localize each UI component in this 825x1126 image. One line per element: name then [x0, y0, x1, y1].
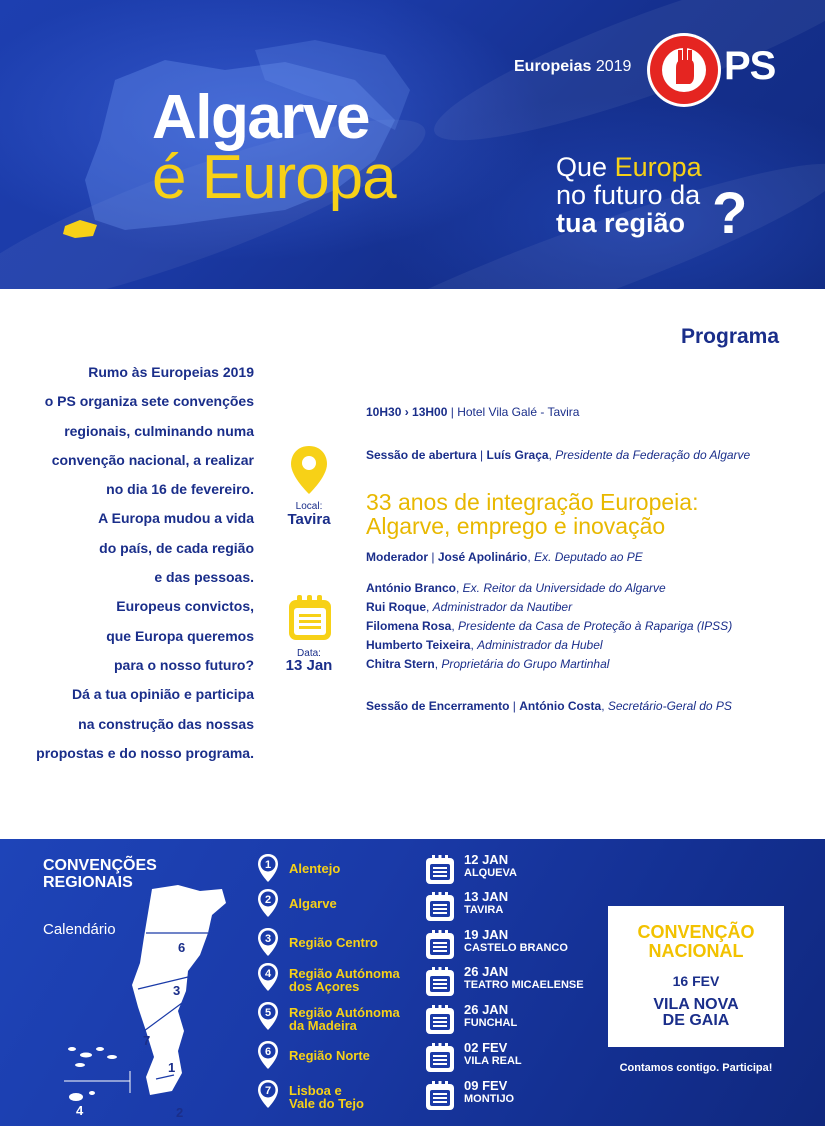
intro-line: o PS organiza sete convenções	[44, 393, 254, 410]
region-item	[257, 1040, 427, 1074]
speaker-name: Rui Roque	[366, 600, 426, 614]
opening-role: Presidente da Federação do Algarve	[555, 448, 751, 462]
schedule-venue: Hotel Vila Galé - Tavira	[457, 405, 580, 419]
intro-line: regionais, culminando numa	[64, 422, 254, 439]
closing-session: Sessão de Encerramento | António Costa, Secretário-Geral do PS	[366, 699, 732, 713]
speaker-role: Administrador da Nautiber	[432, 600, 573, 614]
local-value: Tavira	[287, 511, 331, 528]
intro-line: A Europa mudou a vida	[98, 510, 254, 527]
calendar-icon	[425, 967, 455, 997]
calendar-icon	[425, 1005, 455, 1035]
event-date: 02 FEV	[464, 1040, 508, 1055]
svg-text:7: 7	[264, 1085, 272, 1097]
ps-fist-logo-icon	[646, 32, 722, 108]
numbered-pin-icon	[257, 853, 279, 883]
closing-role: Secretário-Geral do PS	[607, 699, 732, 713]
speaker-role: Ex. Reitor da Universidade do Algarve	[462, 581, 666, 595]
date-item	[425, 853, 610, 887]
calendar-icon	[425, 930, 455, 960]
local-label: Local:	[295, 501, 323, 512]
moderator-label: Moderador	[366, 550, 429, 564]
election-label	[514, 58, 631, 76]
date-label: Data:	[297, 648, 321, 659]
national-convention-title: CONVENÇÃO NACIONAL	[637, 922, 755, 961]
location-pin-icon	[289, 444, 329, 496]
question-mark: ?	[712, 181, 748, 246]
moderator-name: José Apolinário	[437, 550, 528, 564]
tagline-highlight: Europa	[614, 152, 702, 182]
numbered-pin-icon	[257, 1001, 279, 1031]
numbered-pin-icon	[257, 927, 279, 957]
region-item	[257, 853, 427, 887]
region-name: Região Norte	[289, 1048, 370, 1063]
speaker-name: Humberto Teixeira	[366, 638, 471, 652]
intro-line: que Europa queremos	[106, 627, 254, 644]
speaker-line: Humberto Teixeira, Administrador da Hubel	[366, 638, 603, 652]
national-convention-place: VILA NOVA DE GAIA	[653, 996, 739, 1029]
footer-calendar	[0, 839, 825, 1126]
svg-text:2: 2	[264, 894, 272, 906]
date-item	[425, 928, 610, 962]
call-to-action: Contamos contigo. Participa!	[619, 1062, 773, 1074]
national-convention-date: 16 FEV	[672, 973, 720, 989]
region-item	[257, 962, 427, 996]
calendar-icon	[425, 1081, 455, 1111]
party-name: PS	[724, 44, 776, 88]
title-line1: Algarve	[152, 83, 369, 152]
date-item	[425, 1041, 610, 1075]
tagline-line3: tua região	[556, 208, 686, 238]
intro-line: Europeus convictos,	[116, 598, 254, 615]
event-date: 19 JAN	[464, 927, 509, 942]
speaker-role: Presidente da Casa de Proteção à Rapariga (IPSS)	[458, 619, 733, 633]
map-number-1: 1	[168, 1060, 176, 1075]
tagline-question	[556, 153, 702, 237]
speaker-role: Administrador da Hubel	[477, 638, 603, 652]
speaker-name: Filomena Rosa	[366, 619, 452, 633]
region-name: Alentejo	[289, 861, 341, 876]
intro-line: propostas e do nosso programa.	[36, 744, 254, 761]
conv-title-line1: CONVENÇÕES	[43, 857, 157, 874]
numbered-pin-icon	[257, 1040, 279, 1070]
region-name: Região Autónoma dos Açores	[289, 966, 400, 994]
svg-text:1: 1	[264, 859, 272, 871]
intro-line: e das pessoas.	[154, 569, 254, 586]
region-item	[257, 1079, 427, 1113]
numbered-pin-icon	[257, 962, 279, 992]
intro-line: Dá a tua opinião e participa	[71, 686, 254, 703]
map-number-3: 3	[173, 983, 181, 998]
moderator-line: Moderador | José Apolinário, Ex. Deputado ao PE	[366, 550, 643, 564]
calendar-icon	[425, 892, 455, 922]
moderator-role: Ex. Deputado ao PE	[534, 550, 643, 564]
event-date: 26 JAN	[464, 1002, 509, 1017]
region-name: Algarve	[289, 896, 337, 911]
schedule-line: 10H30 › 13H00 | Hotel Vila Galé - Tavira	[366, 405, 580, 419]
intro-line: na construção das nossas	[78, 715, 254, 732]
region-item	[257, 927, 427, 961]
header-banner	[0, 0, 825, 289]
event-place: TEATRO MICAELENSE	[464, 979, 584, 991]
intro-text	[18, 358, 254, 768]
map-number-7: 7	[143, 1033, 151, 1048]
map-number-4: 4	[76, 1103, 84, 1118]
svg-text:5: 5	[264, 1007, 272, 1019]
speaker-line: Filomena Rosa, Presidente da Casa de Proteção à Rapariga (IPSS)	[366, 619, 733, 633]
title-line2: é Europa	[152, 143, 396, 212]
numbered-pin-icon	[257, 888, 279, 918]
event-date: 12 JAN	[464, 852, 509, 867]
event-date: 09 FEV	[464, 1078, 508, 1093]
event-place: MONTIJO	[464, 1093, 515, 1105]
programa-heading: Programa	[681, 325, 780, 348]
event-place: TAVIRA	[464, 904, 504, 916]
region-item	[257, 888, 427, 922]
map-number-2: 2	[176, 1105, 184, 1120]
calendar-icon	[287, 594, 333, 642]
event-date: 13 JAN	[464, 889, 509, 904]
speaker-name: António Branco	[366, 581, 456, 595]
event-date: 26 JAN	[464, 964, 509, 979]
region-name: Lisboa e Vale do Tejo	[289, 1083, 364, 1111]
region-name: Região Centro	[289, 935, 378, 950]
calendar-label: Calendário	[43, 921, 116, 938]
opening-name: Luís Graça	[486, 448, 549, 462]
speaker-line: Chitra Stern, Proprietária do Grupo Martinhal	[366, 657, 610, 671]
date-item	[425, 1003, 610, 1037]
election-year: 2019	[595, 58, 632, 75]
calendar-icon	[425, 855, 455, 885]
intro-line: para o nosso futuro?	[114, 656, 254, 673]
tagline-word1: Que	[556, 152, 608, 182]
date-value: 13 Jan	[285, 657, 333, 674]
numbered-pin-icon	[257, 1079, 279, 1109]
svg-text:6: 6	[264, 1046, 272, 1058]
panel-title-line1: 33 anos de integração Europeia:	[366, 489, 699, 515]
event-place: CASTELO BRANCO	[464, 942, 568, 954]
intro-line: Rumo às Europeias 2019	[88, 364, 254, 380]
map-number-6: 6	[178, 940, 186, 955]
closing-name: António Costa	[519, 699, 602, 713]
speaker-line: António Branco, Ex. Reitor da Universidade do Algarve	[366, 581, 666, 595]
speaker-name: Chitra Stern	[366, 657, 435, 671]
conv-title-line2: REGIONAIS	[43, 874, 133, 891]
tagline-line2: no futuro da	[556, 180, 701, 210]
calendar-icon	[425, 1043, 455, 1073]
panel-title-line2: Algarve, emprego e inovação	[366, 513, 666, 539]
intro-line: do país, de cada região	[99, 539, 254, 556]
opening-label: Sessão de abertura	[366, 448, 477, 462]
intro-line: no dia 16 de fevereiro.	[106, 481, 254, 498]
region-name: Região Autónoma da Madeira	[289, 1005, 400, 1033]
event-place: ALQUEVA	[464, 867, 517, 879]
speaker-line: Rui Roque, Administrador da Nautiber	[366, 600, 573, 614]
region-item	[257, 1001, 427, 1035]
election-name: Europeias	[514, 58, 592, 75]
speaker-role: Proprietária do Grupo Martinhal	[441, 657, 610, 671]
panel-title	[366, 490, 698, 538]
schedule-time: 10H30 › 13H00	[366, 405, 448, 419]
closing-label: Sessão de Encerramento	[366, 699, 510, 713]
portugal-map	[60, 881, 240, 1121]
svg-text:3: 3	[264, 933, 272, 945]
date-item	[425, 965, 610, 999]
national-convention-box	[608, 906, 784, 1047]
intro-line: convenção nacional, a realizar	[51, 451, 254, 468]
event-place: FUNCHAL	[464, 1017, 518, 1029]
svg-text:4: 4	[264, 968, 272, 980]
date-item	[425, 890, 610, 924]
event-place: VILA REAL	[464, 1055, 522, 1067]
date-item	[425, 1079, 610, 1113]
opening-session: Sessão de abertura | Luís Graça, Presidente da Federação do Algarve	[366, 448, 751, 462]
